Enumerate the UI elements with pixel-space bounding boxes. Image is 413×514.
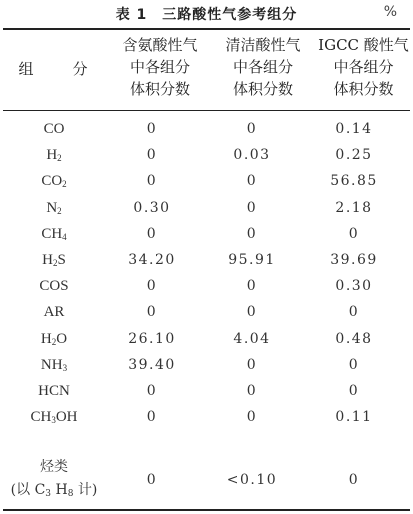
cell-clean: <0.10 — [226, 472, 278, 488]
row-label — [0, 457, 108, 504]
table-title: 表 1 三路酸性气参考组分 — [115, 7, 298, 23]
table-row — [0, 378, 413, 404]
header-clean-line: 体积分数 — [232, 80, 293, 98]
row-label: $NH_3$ — [40, 356, 68, 373]
top-rule — [3, 28, 410, 30]
cell-ammonia: 0 — [146, 173, 158, 190]
row-label: $N_2$ — [46, 199, 62, 216]
header-igcc — [314, 34, 413, 106]
table-caption — [0, 4, 413, 24]
unit-label: % — [383, 4, 397, 20]
row-label: $H_2$ — [46, 147, 62, 164]
row-label: COS — [39, 278, 69, 295]
table-row — [0, 404, 413, 430]
header-ammonia — [108, 34, 212, 106]
basis-sub-h: 8 — [67, 489, 74, 499]
row-label: $CO_2$ — [41, 173, 67, 190]
cell-ammonia: 0.30 — [133, 199, 171, 216]
cell-ammonia: 0 — [146, 383, 158, 399]
basis-sub-c: 3 — [45, 489, 52, 499]
cell-ammonia: 0 — [146, 472, 158, 488]
cell-igcc: 0 — [348, 383, 360, 399]
cell-clean: 4.04 — [233, 330, 271, 347]
header-ammonia-line: 含氨酸性气 — [122, 36, 198, 54]
cell-clean: 0 — [246, 173, 258, 190]
cell-clean: 95.91 — [228, 252, 276, 268]
table-row — [0, 221, 413, 247]
header-clean — [212, 34, 314, 106]
hydrocarbons-basis — [0, 477, 108, 504]
cell-clean: 0 — [246, 278, 258, 295]
header-igcc-line: 体积分数 — [333, 80, 394, 98]
row-label: $H_2S$ — [42, 252, 66, 268]
header-component: 组 分 — [18, 60, 100, 78]
cell-clean: 0.03 — [233, 147, 271, 164]
row-label: AR — [43, 304, 65, 321]
cell-igcc: 0 — [348, 225, 360, 242]
cell-ammonia: 39.40 — [128, 356, 176, 373]
cell-clean: 0 — [246, 409, 258, 426]
cell-clean: 0 — [246, 356, 258, 373]
cell-ammonia: 0 — [146, 304, 158, 321]
row-label: $CH_4$ — [41, 225, 67, 242]
basis-mid: H — [51, 482, 68, 498]
cell-clean: 0 — [246, 121, 258, 137]
header-ammonia-line: 中各组分 — [129, 58, 190, 76]
table-row — [0, 326, 413, 352]
cell-igcc: 0 — [348, 304, 360, 321]
header-rule — [3, 110, 410, 111]
table-row-hydrocarbons — [0, 459, 413, 499]
header-ammonia-line: 体积分数 — [129, 80, 190, 98]
header-clean-line: 清洁酸性气 — [225, 36, 301, 54]
basis-pre: (以 C — [10, 482, 46, 498]
cell-clean: 0 — [246, 304, 258, 321]
table-row — [0, 142, 413, 168]
table-row — [0, 299, 413, 325]
cell-ammonia: 0 — [146, 278, 158, 295]
cell-igcc: 0.48 — [335, 330, 373, 347]
row-label: CO — [43, 121, 65, 137]
row-label: HCN — [38, 383, 70, 399]
row-label: $H_2O$ — [40, 330, 68, 347]
cell-igcc: 0.30 — [335, 278, 373, 295]
cell-igcc: 56.85 — [330, 173, 378, 190]
header-clean-line: 中各组分 — [232, 58, 293, 76]
table-row — [0, 352, 413, 378]
cell-igcc: 39.69 — [330, 252, 378, 268]
row-label: $CH_3OH$ — [30, 409, 78, 426]
cell-clean: 0 — [246, 225, 258, 242]
cell-ammonia: 0 — [146, 147, 158, 164]
cell-igcc: 0 — [348, 356, 360, 373]
cell-igcc: 0.14 — [335, 121, 373, 137]
cell-ammonia: 26.10 — [128, 330, 176, 347]
bottom-rule — [3, 509, 410, 511]
cell-igcc: 0.11 — [335, 409, 373, 426]
basis-post: 计) — [73, 482, 98, 498]
cell-ammonia: 0 — [146, 225, 158, 242]
table-row — [0, 273, 413, 299]
header-igcc-line: IGCC 酸性气 — [318, 36, 409, 54]
cell-ammonia: 34.20 — [128, 252, 176, 268]
cell-clean: 0 — [246, 199, 258, 216]
table-row — [0, 116, 413, 142]
header-igcc-line: 中各组分 — [333, 58, 394, 76]
cell-igcc: 0 — [348, 472, 360, 488]
cell-igcc: 0.25 — [335, 147, 373, 164]
cell-ammonia: 0 — [146, 409, 158, 426]
table-row — [0, 168, 413, 194]
table-row — [0, 247, 413, 273]
cell-clean: 0 — [246, 383, 258, 399]
hydrocarbons-label: 烃类 — [40, 459, 68, 475]
table-row — [0, 195, 413, 221]
cell-ammonia: 0 — [146, 121, 158, 137]
cell-igcc: 2.18 — [335, 199, 373, 216]
